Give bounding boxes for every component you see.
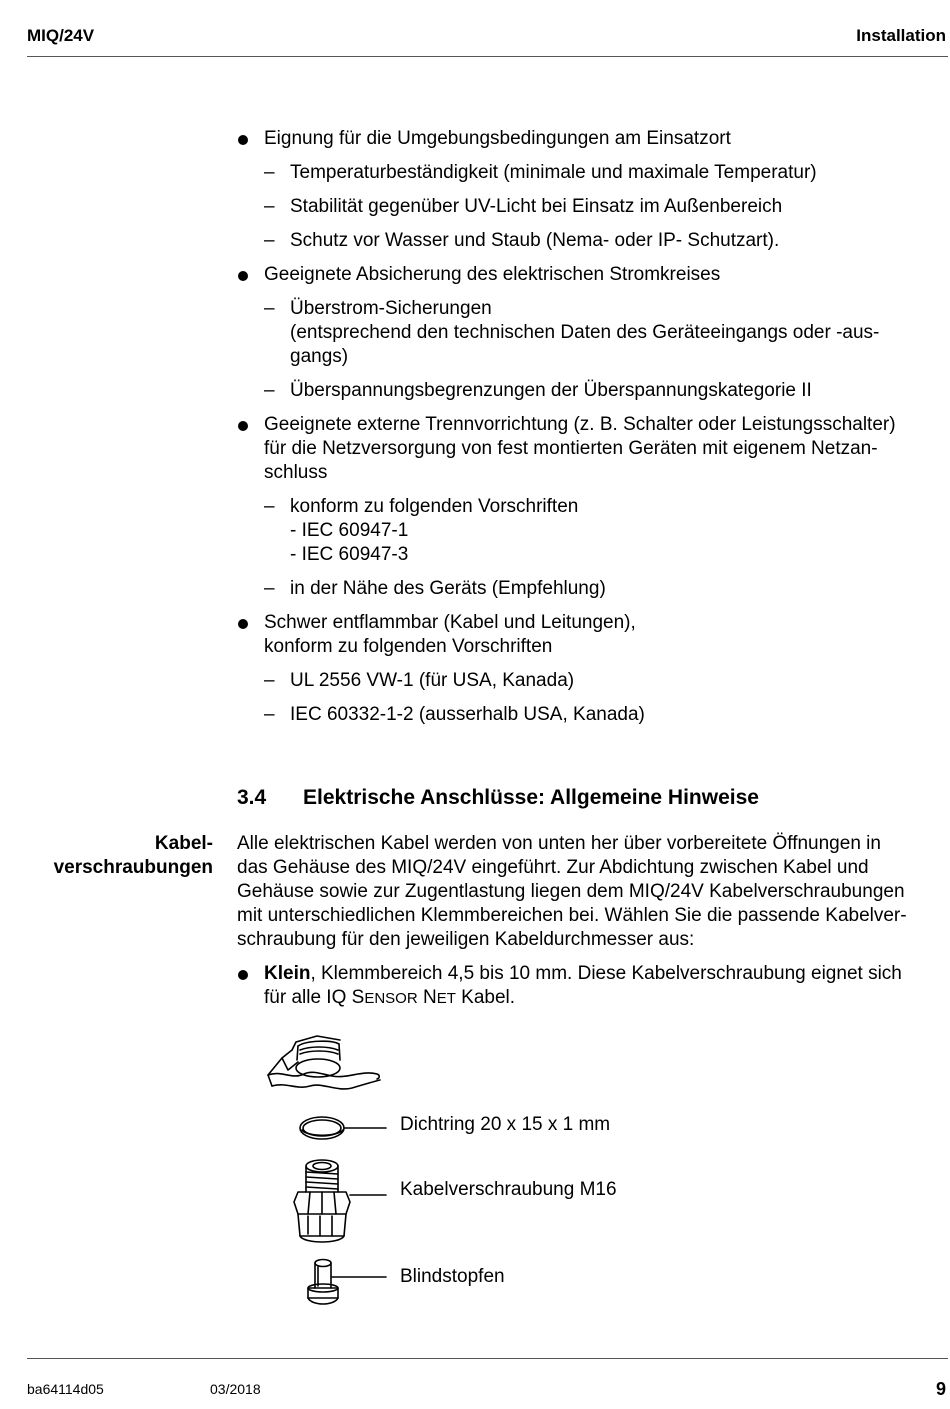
sub-item-text: Stabilität gegenüber UV-Licht bei Einsatz im Außenbereich bbox=[290, 196, 783, 217]
sub-item bbox=[237, 195, 947, 219]
list-item-text: konform zu folgenden Vorschriften bbox=[264, 636, 553, 657]
list-item-text: Geeignete externe Trennvorrichtung (z. B. Schalter oder Leistungsschalter) bbox=[264, 414, 896, 435]
dash-icon: – bbox=[264, 162, 275, 183]
footer-date: 03/2018 bbox=[210, 1381, 261, 1397]
list-item-text: Eignung für die Umgebungsbedingungen am Einsatzort bbox=[264, 128, 731, 149]
sub-item-text: Schutz vor Wasser und Staub (Nema- oder IP- Schutzart). bbox=[290, 230, 780, 251]
dash-icon: – bbox=[264, 670, 275, 691]
sub-item-text: IEC 60332-1-2 (ausserhalb USA, Kanada) bbox=[290, 704, 645, 725]
cable-gland-drawing bbox=[262, 1030, 922, 1320]
blind-plug-label: Blindstopfen bbox=[400, 1266, 505, 1287]
sub-item-text: Überstrom-Sicherungen bbox=[290, 298, 492, 319]
sub-item-text: in der Nähe des Geräts (Empfehlung) bbox=[290, 578, 606, 599]
margin-heading-line: Kabel- bbox=[154, 833, 213, 854]
brand-letter: S bbox=[351, 987, 365, 1008]
klein-label: Klein bbox=[264, 963, 311, 984]
cable-gland-label: Kabelverschraubung M16 bbox=[400, 1179, 617, 1200]
o-ring-label: Dichtring 20 x 15 x 1 mm bbox=[400, 1114, 611, 1135]
header-doc-title: MIQ/24V bbox=[27, 26, 95, 45]
list-item-text: Schwer entflammbar (Kabel und Leitungen), bbox=[264, 612, 636, 633]
o-ring bbox=[300, 1117, 344, 1139]
paragraph-line: schraubung für den jeweiligen Kabeldurchmesser aus: bbox=[237, 929, 695, 950]
requirements-list bbox=[237, 127, 947, 737]
list-item bbox=[237, 127, 947, 151]
page-number: 9 bbox=[935, 1379, 946, 1399]
cable-gland bbox=[294, 1160, 350, 1242]
brand-smallcaps: ENSOR bbox=[364, 990, 418, 1007]
sub-item bbox=[237, 161, 947, 185]
list-item bbox=[237, 263, 947, 287]
sub-item-text: konform zu folgenden Vorschriften bbox=[290, 496, 579, 517]
footer-doc-number: ba64114d05 bbox=[27, 1381, 104, 1397]
housing-plate bbox=[268, 1036, 380, 1089]
sub-item bbox=[237, 669, 947, 693]
margin-heading-line: verschraubungen bbox=[53, 857, 213, 878]
list-item-text: schluss bbox=[264, 462, 328, 483]
paragraph-line: mit unterschiedlichen Klemmbereichen bei. Wählen Sie die passende Kabelver- bbox=[237, 905, 907, 926]
list-item-klein bbox=[237, 962, 947, 1011]
list-item bbox=[237, 611, 947, 659]
footer-divider bbox=[27, 1358, 948, 1359]
paragraph-line: Gehäuse sowie zur Zugentlastung liegen dem MIQ/24V Kabelverschraubungen bbox=[237, 881, 905, 902]
sub-item bbox=[237, 495, 947, 567]
list-item bbox=[237, 413, 947, 485]
list-item-text: für die Netzversorgung von fest montierten Geräten mit eigenem Netzan- bbox=[264, 438, 878, 459]
section-number: 3.4 bbox=[237, 786, 267, 809]
blind-plug bbox=[308, 1260, 338, 1305]
list-item-text bbox=[264, 962, 947, 986]
body-paragraph bbox=[237, 832, 947, 1021]
paragraph-line: Alle elektrischen Kabel werden von unten her über vorbereitete Öffnungen in bbox=[237, 833, 881, 854]
list-item-text: Geeignete Absicherung des elektrischen Stromkreises bbox=[264, 264, 721, 285]
cable-gland-figure bbox=[262, 1030, 922, 1320]
brand-name bbox=[352, 987, 456, 1008]
list-item-text bbox=[264, 986, 947, 1011]
sub-item bbox=[237, 379, 947, 403]
sub-item-text: - IEC 60947-1 bbox=[290, 520, 409, 541]
dash-icon: – bbox=[264, 196, 275, 217]
sub-item bbox=[237, 703, 947, 727]
sub-item-text: - IEC 60947-3 bbox=[290, 544, 409, 565]
section-title: Elektrische Anschlüsse: Allgemeine Hinweise bbox=[303, 786, 759, 809]
klein-text: , Klemmbereich 4,5 bis 10 mm. Diese Kabelverschraubung eignet sich bbox=[310, 963, 902, 984]
sub-item bbox=[237, 229, 947, 253]
dash-icon: – bbox=[264, 578, 275, 599]
sub-item-text: gangs) bbox=[290, 346, 349, 367]
section-heading bbox=[237, 786, 759, 810]
sub-item-text: UL 2556 VW-1 (für USA, Kanada) bbox=[290, 670, 575, 691]
dash-icon: – bbox=[264, 298, 275, 319]
brand-letter: N bbox=[422, 987, 437, 1008]
header-divider bbox=[27, 56, 948, 57]
paragraph-line: das Gehäuse des MIQ/24V eingeführt. Zur Abdichtung zwischen Kabel und bbox=[237, 857, 869, 878]
sub-item bbox=[237, 297, 947, 369]
brand-smallcaps: ET bbox=[436, 990, 456, 1007]
klein-text: für alle IQ bbox=[264, 987, 352, 1008]
klein-text: Kabel. bbox=[455, 987, 516, 1008]
sub-item-text: Temperaturbeständigkeit (minimale und maximale Temperatur) bbox=[290, 162, 817, 183]
dash-icon: – bbox=[264, 380, 275, 401]
dash-icon: – bbox=[264, 230, 275, 251]
dash-icon: – bbox=[264, 704, 275, 725]
sub-item-text: Überspannungsbegrenzungen der Überspannungskategorie II bbox=[290, 380, 812, 401]
margin-heading bbox=[54, 832, 213, 880]
sub-item-text: (entsprechend den technischen Daten des Geräteeingangs oder -aus- bbox=[290, 322, 880, 343]
dash-icon: – bbox=[264, 496, 275, 517]
sub-item bbox=[237, 577, 947, 601]
header-chapter: Installation bbox=[856, 26, 946, 45]
